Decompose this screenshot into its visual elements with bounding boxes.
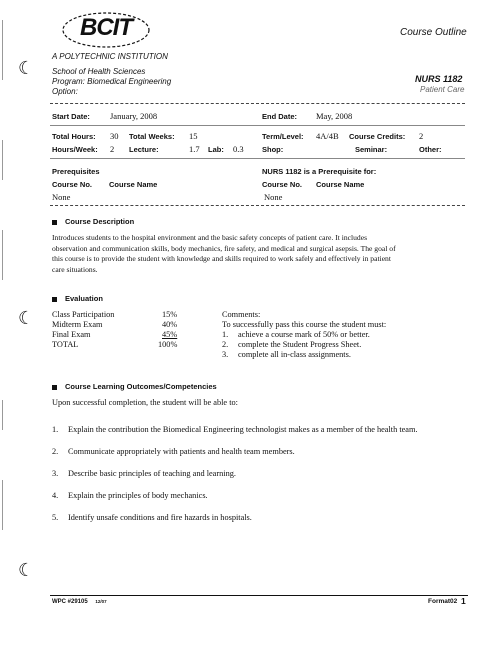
outcome-item xyxy=(52,441,482,463)
shop-label: Shop: xyxy=(262,145,284,154)
doc-type: Course Outline xyxy=(400,27,467,38)
outcome-number: 5. xyxy=(52,513,59,522)
header-divider xyxy=(50,103,465,104)
total-hours-value: 30 xyxy=(110,131,119,141)
total-weeks-label: Total Weeks: xyxy=(129,132,175,141)
term-level-label: Term/Level: xyxy=(262,132,304,141)
course-title: Patient Care xyxy=(420,85,465,94)
comment-item xyxy=(222,340,386,350)
details-divider xyxy=(50,158,465,159)
bcit-logo xyxy=(60,8,152,52)
binder-hole-icon: ☾ xyxy=(18,560,35,581)
outcome-text: Explain the contribution the Biomedical Engineering technologist makes as a member of the health team. xyxy=(68,425,418,434)
outcome-item xyxy=(52,419,482,441)
institution-tagline: A POLYTECHNIC INSTITUTION xyxy=(52,52,168,61)
evaluation-total-label: TOTAL xyxy=(52,340,79,349)
scan-edge-mark xyxy=(2,480,3,530)
scan-edge-mark xyxy=(2,230,3,280)
school-name: School of Health Sciences xyxy=(52,67,146,76)
hours-week-value: 2 xyxy=(110,144,115,154)
footer-divider xyxy=(50,595,468,596)
outcome-text: Explain the principles of body mechanics. xyxy=(68,491,208,500)
course-code: NURS 1182 xyxy=(415,74,463,84)
prereq-for-course-name-header: Course Name xyxy=(316,180,365,189)
binder-hole-icon: ☾ xyxy=(18,308,35,329)
lecture-label: Lecture: xyxy=(129,145,159,154)
total-hours-label: Total Hours: xyxy=(52,132,96,141)
outcomes-list xyxy=(52,419,482,529)
comment-number: 2. xyxy=(222,340,229,349)
description-line: this course is to provide the student with knowledge and skills required to work safely and effectively in patient xyxy=(52,254,391,263)
outcome-text: Identify unsafe conditions and fire hazards in hospitals. xyxy=(68,513,252,522)
outcome-number: 3. xyxy=(52,469,59,478)
course-description-heading-text: Course Description xyxy=(65,217,135,226)
outcome-number: 1. xyxy=(52,425,59,434)
comments-title: Comments: xyxy=(222,310,261,319)
prereq-value: None xyxy=(52,192,71,202)
comment-item xyxy=(222,350,386,360)
outcomes-heading xyxy=(52,382,217,391)
scan-edge-mark xyxy=(2,400,3,430)
evaluation-table xyxy=(52,310,212,350)
comment-number: 3. xyxy=(222,350,229,359)
program-name: Program: Biomedical Engineering xyxy=(52,77,172,86)
course-credits-value: 2 xyxy=(419,131,424,141)
hours-week-label: Hours/Week: xyxy=(52,145,98,154)
lab-value: 0.3 xyxy=(233,144,244,154)
evaluation-item-value: 15% xyxy=(162,310,178,319)
outcomes-heading-text: Course Learning Outcomes/Competencies xyxy=(65,382,217,391)
prereq-course-name-header: Course Name xyxy=(109,180,158,189)
outcome-item xyxy=(52,485,482,507)
lab-label: Lab: xyxy=(208,145,224,154)
description-line: Introduces students to the hospital environment and the basic safety concepts of patient care. It includes xyxy=(52,233,368,242)
comment-number: 1. xyxy=(222,330,229,339)
section-bullet-icon xyxy=(52,385,57,390)
outcome-number: 4. xyxy=(52,491,59,500)
start-date-value: January, 2008 xyxy=(110,111,158,121)
option-label: Option: xyxy=(52,87,78,96)
description-line: care situations. xyxy=(52,264,98,274)
evaluation-row xyxy=(52,320,212,330)
details-divider xyxy=(50,125,465,126)
start-date-label: Start Date: xyxy=(52,112,90,121)
prereq-course-no-header: Course No. xyxy=(52,180,93,189)
course-description-heading xyxy=(52,217,134,226)
page-number: 1 xyxy=(461,596,466,606)
comment-text: complete the Student Progress Sheet. xyxy=(238,340,362,349)
course-description-body xyxy=(52,233,467,275)
outcomes-intro: Upon successful completion, the student will be able to: xyxy=(52,398,238,407)
footer-date-code: 12/07 xyxy=(95,599,107,604)
section-bullet-icon xyxy=(52,297,57,302)
evaluation-row xyxy=(52,330,212,340)
seminar-label: Seminar: xyxy=(355,145,388,154)
evaluation-total-value: 100% xyxy=(158,340,178,349)
comment-text: achieve a course mark of 50% or better. xyxy=(238,330,370,339)
evaluation-row xyxy=(52,310,212,320)
evaluation-comments xyxy=(222,310,386,360)
outcome-text: Communicate appropriately with patients and health team members. xyxy=(68,447,295,456)
outcome-number: 2. xyxy=(52,447,59,456)
lecture-value: 1.7 xyxy=(189,144,200,154)
prereq-divider xyxy=(50,205,465,206)
course-credits-label: Course Credits: xyxy=(349,132,406,141)
footer-wpc xyxy=(52,599,107,605)
evaluation-item-value: 40% xyxy=(162,320,178,329)
term-level-value: 4A/4B xyxy=(316,131,339,141)
prerequisites-title: Prerequisites xyxy=(52,167,100,176)
outcome-text: Describe basic principles of teaching and learning. xyxy=(68,469,236,478)
section-bullet-icon xyxy=(52,220,57,225)
evaluation-item-value: 45% xyxy=(162,330,178,339)
footer-wpc-number: WPC #29105 xyxy=(52,599,88,605)
scan-edge-mark xyxy=(2,20,3,80)
prereq-for-course-no-header: Course No. xyxy=(262,180,303,189)
end-date-value: May, 2008 xyxy=(316,111,353,121)
outcome-item xyxy=(52,463,482,485)
logo-text: BCIT xyxy=(80,14,132,41)
total-weeks-value: 15 xyxy=(189,131,198,141)
evaluation-heading-text: Evaluation xyxy=(65,294,103,303)
scan-edge-mark xyxy=(2,140,3,180)
outcome-item xyxy=(52,507,482,529)
end-date-label: End Date: xyxy=(262,112,298,121)
comment-text: complete all in-class assignments. xyxy=(238,350,351,359)
prereq-for-value: None xyxy=(264,192,283,202)
evaluation-item-label: Final Exam xyxy=(52,330,91,339)
comments-intro: To successfully pass this course the student must: xyxy=(222,320,387,329)
evaluation-item-label: Midterm Exam xyxy=(52,320,103,329)
description-line: observation and communication skills, body mechanics, fire safety, and medical and surgical asepsis. The goal of xyxy=(52,243,396,253)
evaluation-item-label: Class Participation xyxy=(52,310,115,319)
evaluation-total-row xyxy=(52,340,212,350)
evaluation-heading xyxy=(52,294,103,303)
binder-hole-icon: ☾ xyxy=(18,58,35,79)
prerequisite-for-title: NURS 1182 is a Prerequisite for: xyxy=(262,167,377,176)
comment-item xyxy=(222,330,386,340)
other-label: Other: xyxy=(419,145,442,154)
footer-format: Format02 xyxy=(428,598,458,605)
